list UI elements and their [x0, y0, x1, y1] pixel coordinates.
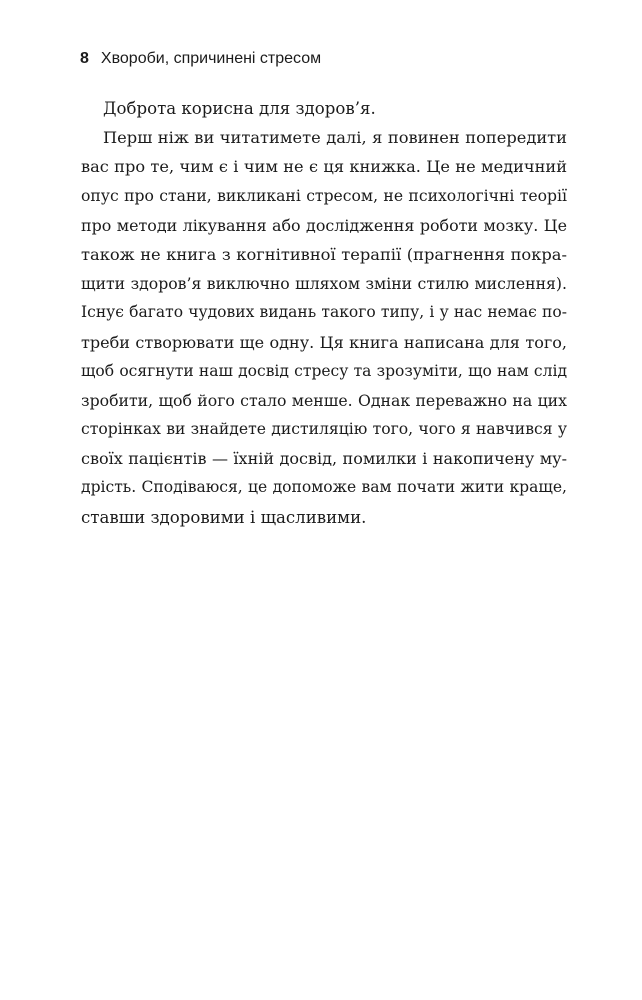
paragraph-2-line: дрість. Сподіваюся, це допоможе вам почати жити краще, [81, 478, 567, 497]
chapter-title: Хвороби, спричинені стресом [100, 50, 322, 67]
paragraph-2-line: ставши здоровими і щасливими. [81, 507, 367, 527]
paragraph-2-line: треби створювати ще одну. Ця книга написана для того, [81, 332, 567, 352]
paragraph-2-line: сторінках ви знайдете дистиляцію того, чого я навчився у [81, 420, 567, 439]
paragraph-2-line: опус про стани, викликані стресом, не психологічні теорії [81, 186, 567, 205]
paragraph-2-line: про методи лікування або дослідження роботи мозку. Це [81, 215, 567, 235]
paragraph-2-line: Існує багато чудових видань такого типу, і у нас немає по- [81, 303, 567, 322]
paragraph-2-line: також не книга з когнітивної терапії (прагнення покра- [81, 244, 567, 264]
paragraph-1-line: Доброта корисна для здоров’я. [103, 99, 376, 118]
page-number: 8 [80, 50, 89, 67]
paragraph-2-line: своїх пацієнтів — їхній досвід, помилки і накопичену му- [81, 449, 567, 469]
paragraph-2-line: Перш ніж ви читатимете далі, я повинен попередити [103, 128, 567, 148]
paragraph-2-line: щити здоров’я виключно шляхом зміни стилю мислення). [81, 274, 567, 294]
paragraph-2-line: вас про те, чим є і чим не є ця книжка. Це не медичний [81, 157, 567, 177]
paragraph-2-line: зробити, щоб його стало менше. Однак переважно на цих [81, 390, 567, 410]
running-head [80, 49, 321, 69]
body-text [81, 94, 567, 532]
paragraph-2-line: щоб осягнути наш досвід стресу та зрозуміти, що нам слід [81, 361, 567, 380]
